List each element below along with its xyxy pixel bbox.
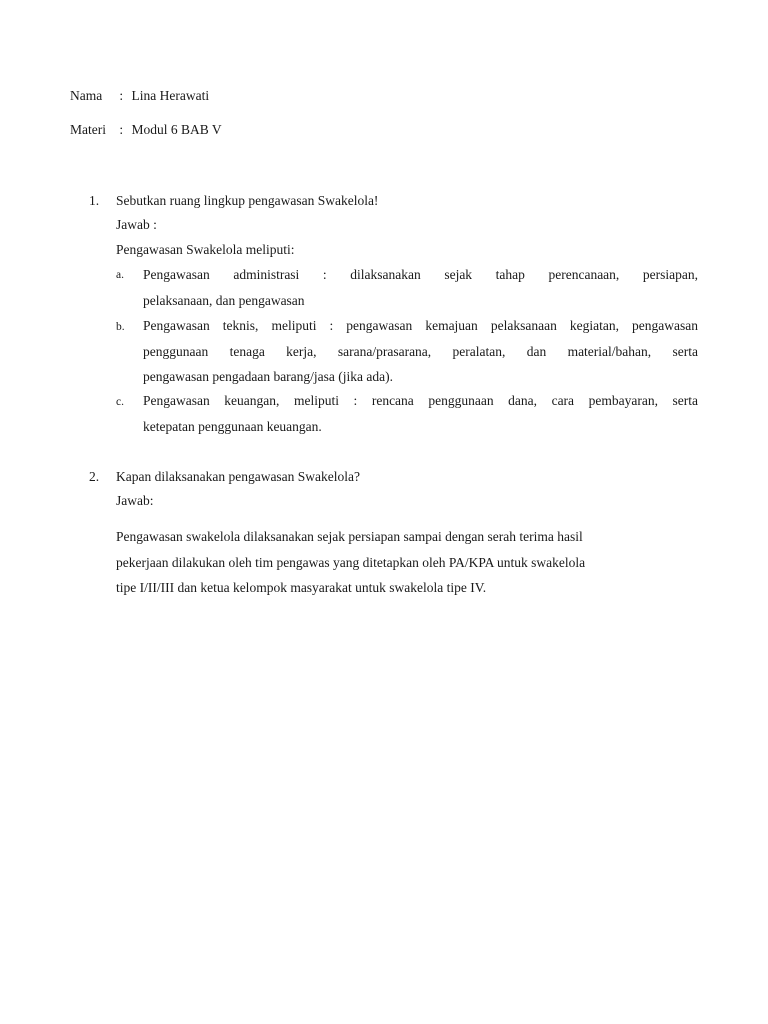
nama-label: Nama (70, 88, 103, 103)
item-c-line-2: ketepatan penggunaan keuangan. (143, 419, 322, 434)
question-2-paragraph-line-2: pekerjaan dilakukan oleh tim pengawas yang ditetapkan oleh PA/KPA untuk swakelola (116, 555, 586, 570)
question-2-paragraph-line-1: Pengawasan swakelola dilaksanakan sejak persiapan sampai dengan serah terima hasil (116, 529, 583, 544)
materi-separator: : (119, 122, 124, 137)
item-a-line-2: pelaksanaan, dan pengawasan (143, 293, 305, 308)
item-a-letter: a. (116, 269, 124, 281)
question-1-answer-label: Jawab : (116, 217, 157, 232)
materi-row (70, 122, 222, 138)
question-1-number: 1. (89, 193, 100, 208)
question-2-number: 2. (89, 469, 100, 484)
item-b-letter: b. (116, 321, 125, 333)
materi-label: Materi (70, 122, 106, 137)
item-b-line-3: pengawasan pengadaan barang/jasa (jika ada). (143, 369, 394, 384)
materi-value: Modul 6 BAB V (131, 122, 222, 137)
item-c-line-1: Pengawasan keuangan, meliputi : rencana penggunaan dana, cara pembayaran, serta (143, 393, 698, 408)
item-a-line-1: Pengawasan administrasi : dilaksanakan sejak tahap perencanaan, persiapan, (143, 267, 698, 282)
question-2-text: Kapan dilaksanakan pengawasan Swakelola? (116, 469, 361, 484)
nama-separator: : (119, 88, 124, 103)
question-2-answer-label: Jawab: (116, 493, 154, 508)
question-1-text: Sebutkan ruang lingkup pengawasan Swakelola! (116, 193, 379, 208)
item-b-line-1: Pengawasan teknis, meliputi : pengawasan kemajuan pelaksanaan kegiatan, pengawasan (143, 318, 698, 333)
nama-value: Lina Herawati (131, 88, 210, 103)
nama-row (70, 88, 209, 104)
item-c-letter: c. (116, 396, 124, 408)
item-b-line-2: penggunaan tenaga kerja, sarana/prasarana, peralatan, dan material/bahan, serta (143, 344, 698, 359)
question-2-paragraph-line-3: tipe I/II/III dan ketua kelompok masyarakat untuk swakelola tipe IV. (116, 580, 487, 595)
question-1-intro: Pengawasan Swakelola meliputi: (116, 242, 295, 257)
